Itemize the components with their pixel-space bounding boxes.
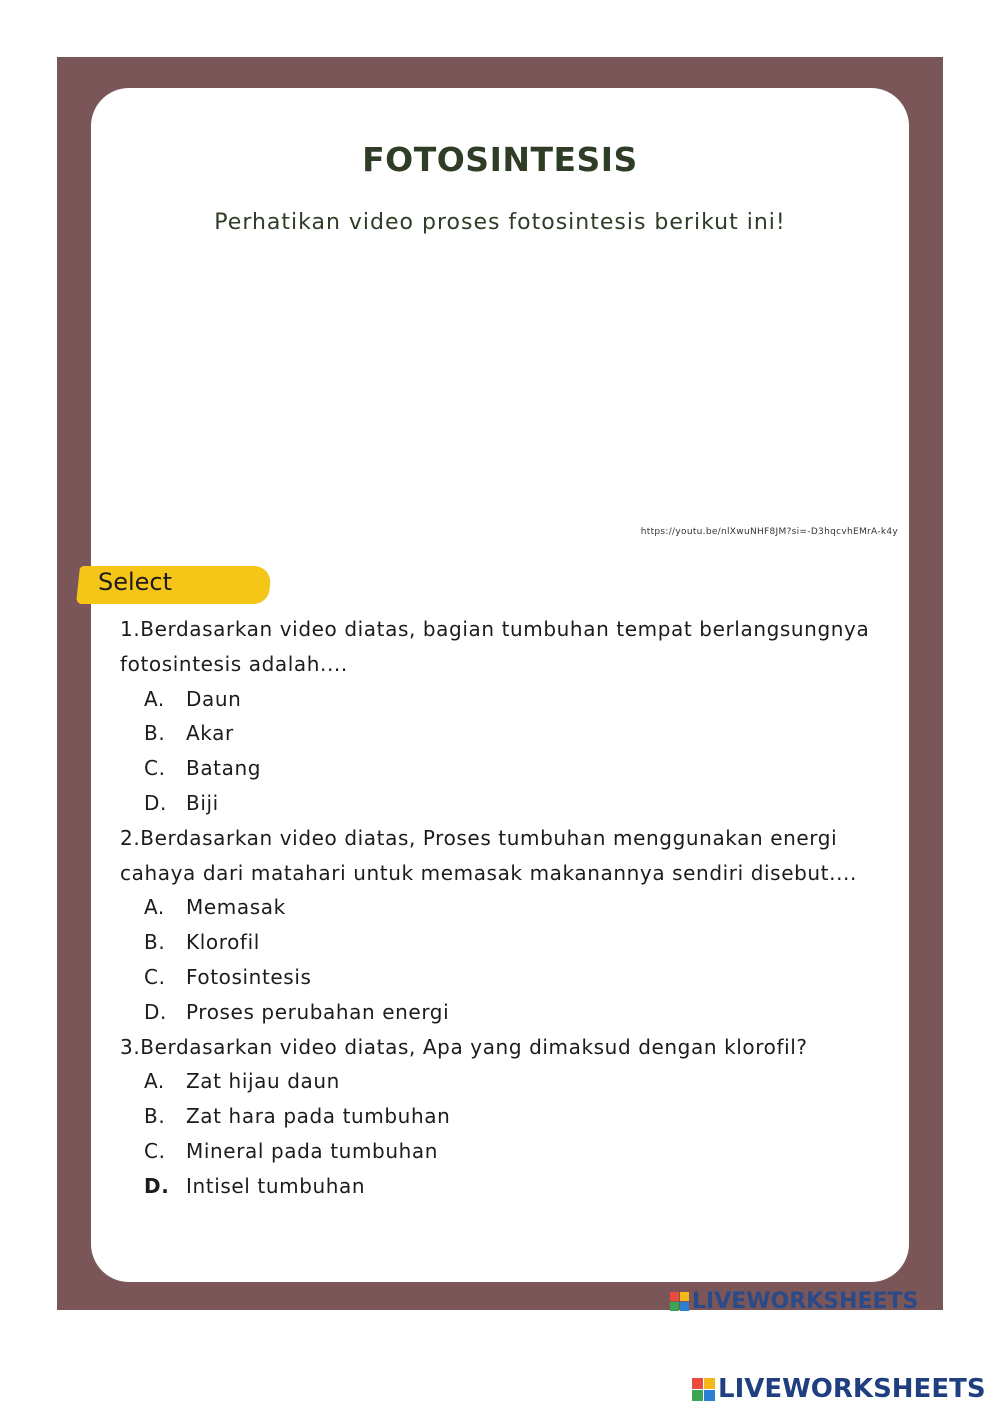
option-letter: B.	[144, 1104, 166, 1129]
answer-options	[120, 1064, 900, 1203]
option-letter: C.	[144, 964, 166, 989]
question-list	[120, 612, 900, 1204]
answer-option-b[interactable]	[120, 716, 900, 751]
answer-options	[120, 682, 900, 821]
option-text: Daun	[186, 686, 242, 711]
answer-option-c[interactable]	[120, 1134, 900, 1169]
question-2	[120, 821, 900, 1030]
answer-option-d[interactable]	[120, 1169, 900, 1204]
option-letter: A.	[144, 686, 165, 711]
answer-option-a[interactable]	[120, 682, 900, 717]
question-1	[120, 612, 900, 821]
liveworksheets-logo-icon	[670, 1292, 689, 1311]
question-text: 1.Berdasarkan video diatas, bagian tumbuhan tempat berlangsungnya fotosintesis adalah....	[120, 617, 870, 676]
option-text: Proses perubahan energi	[186, 999, 450, 1024]
option-text: Batang	[186, 756, 262, 781]
select-label: Select	[98, 568, 173, 596]
worksheet-title: FOTOSINTESIS	[362, 140, 638, 179]
option-text: Mineral pada tumbuhan	[186, 1138, 439, 1163]
option-text: Zat hara pada tumbuhan	[186, 1104, 451, 1129]
answer-option-b[interactable]	[120, 1099, 900, 1134]
answer-option-d[interactable]	[120, 786, 900, 821]
option-letter: A.	[144, 895, 165, 920]
answer-option-d[interactable]	[120, 995, 900, 1030]
liveworksheets-watermark	[670, 1289, 918, 1314]
option-text: Memasak	[186, 895, 286, 920]
option-letter: D.	[144, 999, 167, 1024]
answer-option-c[interactable]	[120, 751, 900, 786]
liveworksheets-logo-icon	[692, 1378, 715, 1401]
option-text: Fotosintesis	[186, 964, 312, 989]
answer-option-b[interactable]	[120, 925, 900, 960]
answer-option-a[interactable]	[120, 1064, 900, 1099]
option-letter: A.	[144, 1069, 165, 1094]
answer-option-a[interactable]	[120, 890, 900, 925]
option-text: Intisel tumbuhan	[186, 1173, 366, 1198]
option-letter: C.	[144, 1138, 166, 1163]
question-3	[120, 1030, 900, 1204]
answer-option-c[interactable]	[120, 960, 900, 995]
option-text: Biji	[186, 790, 219, 815]
video-link[interactable]: https://youtu.be/nlXwuNHF8JM?si=-D3hqcvhEMrA-k4y	[640, 527, 898, 537]
option-letter: C.	[144, 756, 166, 781]
question-text: 2.Berdasarkan video diatas, Proses tumbuhan menggunakan energi cahaya dari matahari untuk memasak makanannya sendiri disebut....	[120, 825, 857, 885]
option-text: Zat hijau daun	[186, 1069, 340, 1094]
option-letter: D.	[144, 1173, 170, 1198]
option-text: Klorofil	[186, 930, 260, 955]
option-letter: B.	[144, 930, 166, 955]
worksheet-subtitle: Perhatikan video proses fotosintesis berikut ini!	[214, 210, 786, 235]
brand-text: LIVEWORKSHEETS	[718, 1374, 986, 1404]
watermark-text: LIVEWORKSHEETS	[692, 1289, 919, 1314]
option-letter: B.	[144, 721, 166, 746]
option-text: Akar	[186, 721, 234, 746]
option-letter: D.	[144, 790, 167, 815]
question-text: 3.Berdasarkan video diatas, Apa yang dimaksud dengan klorofil?	[120, 1034, 808, 1059]
answer-options	[120, 890, 900, 1029]
liveworksheets-brand	[692, 1374, 986, 1404]
